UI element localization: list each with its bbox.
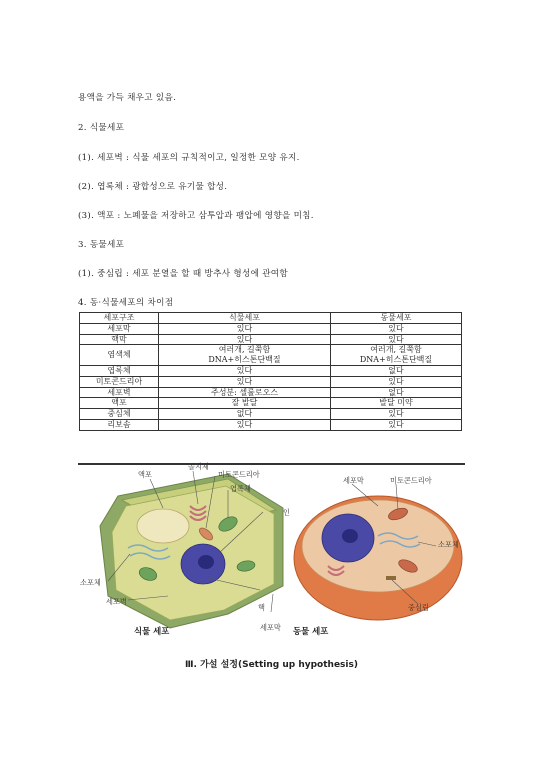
label-mitochondria-animal: 미토콘드리아: [390, 476, 432, 485]
table-cell: 중심체: [80, 409, 159, 420]
table-header-row: [80, 313, 462, 324]
table-cell: 있다: [331, 323, 462, 334]
table-cell: 있다: [159, 365, 331, 376]
table-cell: 염색체: [80, 345, 159, 366]
caption-animal-cell: 동물 세포: [293, 626, 329, 636]
table-row: [80, 345, 462, 366]
nucleolus-plant: [198, 555, 214, 569]
centriole-shape: [386, 576, 396, 580]
section-plant-cell: 2. 식물세포: [78, 123, 125, 133]
table-row: [80, 376, 462, 387]
table-cell: 있다: [331, 334, 462, 345]
table-cell: 발달 미약: [331, 398, 462, 409]
table-cell: 있다: [159, 323, 331, 334]
table-cell: 없다: [159, 409, 331, 420]
table-cell: 세포벽: [80, 387, 159, 398]
table-cell: 엽록체: [80, 365, 159, 376]
table-cell: 핵막: [80, 334, 159, 345]
text-chloroplast: (2). 엽록체 : 광합성으로 유기물 합성.: [78, 182, 228, 192]
table-row: [80, 365, 462, 376]
table-row: [80, 387, 462, 398]
table-cell: 세포막: [80, 323, 159, 334]
label-chloroplast: 엽록체: [230, 484, 251, 493]
cell-diagram: [78, 462, 465, 646]
divider: [78, 463, 465, 465]
table-cell: 있다: [159, 334, 331, 345]
table-cell: 있다: [331, 376, 462, 387]
table-row: [80, 334, 462, 345]
label-centriole: 중심립: [408, 603, 429, 612]
table-cell: 주성분: 셀룰로오스: [159, 387, 331, 398]
label-vacuole: 액포: [138, 470, 152, 479]
section-animal-cell: 3. 동물세포: [78, 240, 125, 250]
table-header-cell: 동물세포: [331, 313, 462, 324]
table-cell: 없다: [331, 365, 462, 376]
animal-nucleolus: [342, 529, 358, 543]
table-cell: 미토콘드리아: [80, 376, 159, 387]
table-cell: 있다: [331, 419, 462, 430]
section-heading-hypothesis: Ⅲ. 가설 설정(Setting up hypothesis): [185, 660, 358, 670]
table-cell: 있다: [159, 376, 331, 387]
table-cell: 있다: [159, 419, 331, 430]
caption-plant-cell: 식물 세포: [134, 626, 170, 636]
table-row: [80, 409, 462, 420]
table-cell: 여러개, 길쭉함 DNA+히스톤단백질: [331, 345, 462, 366]
table-header-cell: 세포구조: [80, 313, 159, 324]
label-cell-wall: 세포벽: [106, 597, 127, 606]
vacuole-shape: [137, 509, 189, 543]
label-er-animal: 소포체: [438, 540, 459, 549]
table-header-cell: 식물세포: [159, 313, 331, 324]
table-cell: 여러개, 길쭉함 DNA+히스톤단백질: [159, 345, 331, 366]
table-row: [80, 398, 462, 409]
comparison-table: [79, 312, 462, 431]
text-cell-wall: (1). 세포벽 : 식물 세포의 규칙적이고, 일정한 모양 유지.: [78, 153, 300, 163]
text-vacuole: (3). 액포 : 노폐물을 저장하고 삼투압과 팽압에 영향을 미침.: [78, 211, 314, 221]
table-row: [80, 323, 462, 334]
table-row: [80, 419, 462, 430]
text-line-1: 용액을 가득 채우고 있음.: [78, 93, 177, 103]
table-cell: 없다: [331, 387, 462, 398]
section-differences: 4. 동·식물세포의 차이점: [78, 298, 174, 308]
label-cell-membrane-animal: 세포막: [343, 476, 364, 485]
table-cell: 잘 발달: [159, 398, 331, 409]
text-centriole: (1). 중심립 : 세포 분열을 할 때 방추사 형성에 관여함: [78, 269, 289, 279]
label-golgi: 골지체: [188, 462, 209, 471]
label-er-plant: 소포체: [80, 578, 101, 587]
label-nucleus: 핵: [258, 603, 265, 612]
table-cell: 액포: [80, 398, 159, 409]
label-nucleolus: 인: [283, 508, 290, 517]
table-cell: 있다: [331, 409, 462, 420]
table-cell: 리보솜: [80, 419, 159, 430]
label-mitochondria-plant: 미토콘드리아: [218, 470, 260, 479]
label-cell-membrane-plant: 세포막: [260, 623, 281, 632]
cell-illustration: [78, 466, 465, 646]
